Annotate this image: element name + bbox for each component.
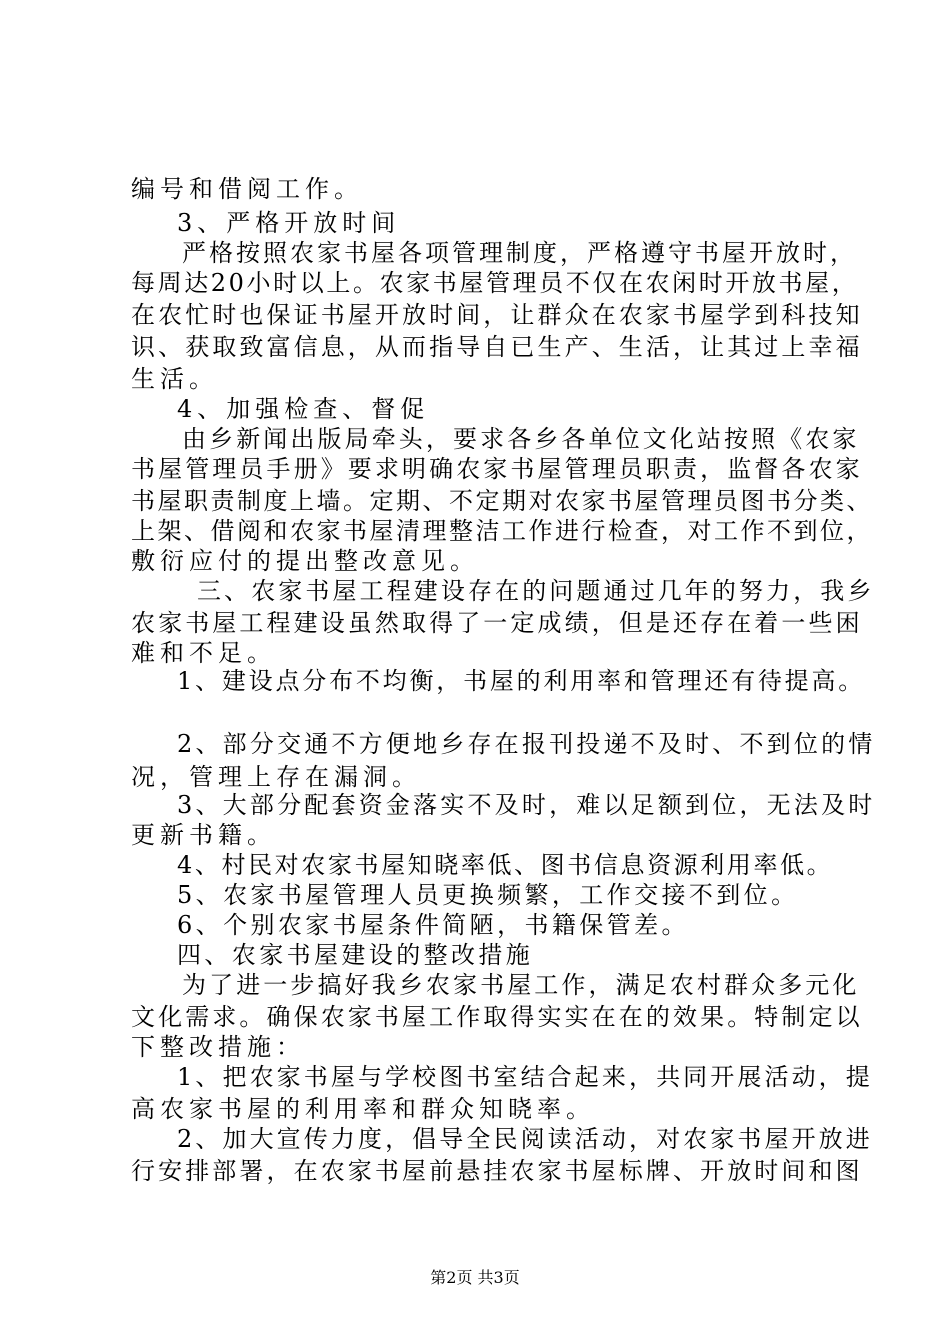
text-line: 6、个别农家书屋条件简陋，书籍保管差。 <box>177 911 689 939</box>
text-line: 高农家书屋的利用率和群众知晓率。 <box>131 1095 595 1123</box>
text-line: 在农忙时也保证书屋开放时间，让群众在农家书屋学到科技知 <box>131 301 863 329</box>
text-line: 敷衍应付的提出整改意见。 <box>131 547 479 575</box>
text-line: 难和不足。 <box>131 639 276 667</box>
text-line: 书屋职责制度上墙。定期、不定期对农家书屋管理员图书分类、 <box>131 487 873 515</box>
text-line: 生活。 <box>131 365 218 393</box>
text-line: 为了进一步搞好我乡农家书屋工作，满足农村群众多元化 <box>182 971 860 999</box>
text-line: 行安排部署，在农家书屋前悬挂农家书屋标牌、开放时间和图 <box>131 1157 863 1185</box>
page-number-footer: 第2页 共3页 <box>430 1268 520 1287</box>
text-line: 识、获取致富信息，从而指导自已生产、生活，让其过上幸福 <box>131 333 863 361</box>
text-line: 编号和借阅工作。 <box>131 175 363 203</box>
text-line: 书屋管理员手册》要求明确农家书屋管理员职责，监督各农家 <box>131 455 863 483</box>
text-line: 1、把农家书屋与学校图书室结合起来，共同开展活动，提 <box>177 1063 873 1091</box>
text-line: 4、村民对农家书屋知晓率低、图书信息资源利用率低。 <box>177 851 834 879</box>
text-line: 5、农家书屋管理人员更换频繁，工作交接不到位。 <box>177 881 799 909</box>
text-line: 由乡新闻出版局牵头，要求各乡各单位文化站按照《农家 <box>182 425 860 453</box>
text-line: 三、农家书屋工程建设存在的问题通过几年的努力，我乡 <box>197 577 875 605</box>
text-line: 3、大部分配套资金落实不及时，难以足额到位，无法及时 <box>177 791 876 819</box>
text-line: 四、农家书屋建设的整改措施 <box>177 941 534 969</box>
text-line: 2、部分交通不方便地乡存在报刊投递不及时、不到位的情 <box>177 730 876 758</box>
text-line: 农家书屋工程建设虽然取得了一定成绩，但是还存在着一些困 <box>131 609 863 637</box>
text-line: 上架、借阅和农家书屋清理整洁工作进行检查，对工作不到位， <box>131 517 873 545</box>
text-line: 严格按照农家书屋各项管理制度，严格遵守书屋开放时， <box>182 239 857 267</box>
text-line: 每周达20小时以上。农家书屋管理员不仅在农闲时开放书屋， <box>131 269 859 297</box>
text-line: 况，管理上存在漏洞。 <box>131 763 421 791</box>
text-line: 4、加强检查、督促 <box>177 395 430 423</box>
text-line: 2、加大宣传力度，倡导全民阅读活动，对农家书屋开放进 <box>177 1125 873 1153</box>
text-line: 文化需求。确保农家书屋工作取得实实在在的效果。特制定以 <box>131 1003 863 1031</box>
text-line: 更新书籍。 <box>131 821 276 849</box>
text-line: 下整改措施： <box>131 1033 305 1061</box>
text-line: 3、严格开放时间 <box>177 209 401 237</box>
text-line: 1、建设点分布不均衡，书屋的利用率和管理还有待提高。 <box>177 667 866 695</box>
